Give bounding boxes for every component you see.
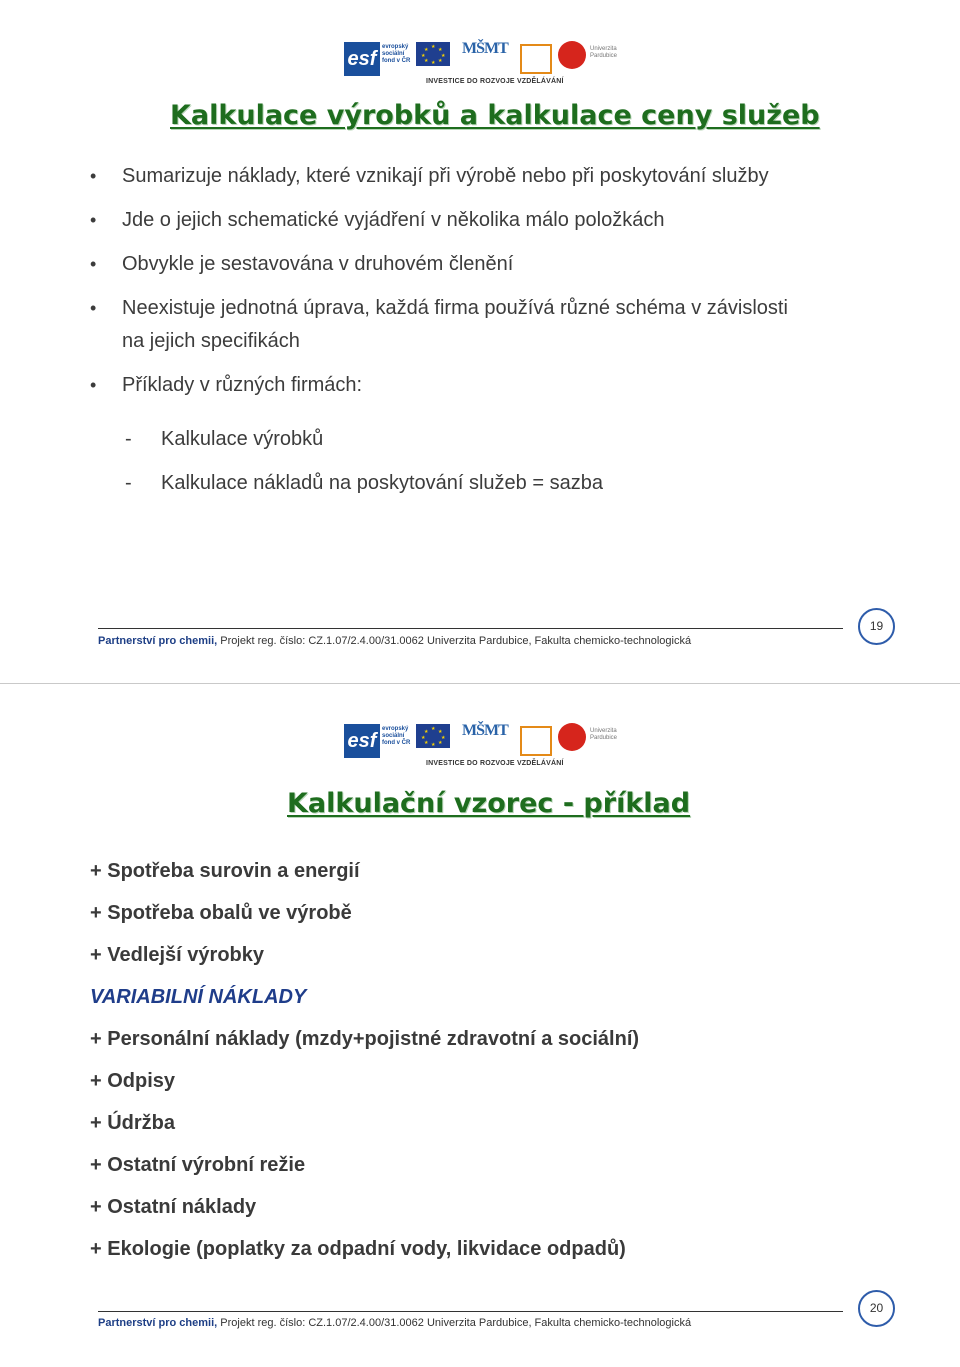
op-vk-logo [520, 726, 552, 756]
slide-20 [0, 684, 960, 1367]
slide-title: Kalkulace výrobků a kalkulace ceny služeb [170, 100, 820, 131]
bullet-icon: • [90, 166, 97, 186]
bullet-item: • Sumarizuje náklady, které vznikají při výrobě nebo při poskytování služby [90, 165, 769, 187]
cost-formula-list [90, 854, 639, 1274]
formula-line: + Ostatní náklady [90, 1196, 257, 1218]
formula-line: + Odpisy [90, 1070, 176, 1092]
bullet-icon: • [90, 298, 97, 318]
footer-rule [98, 1311, 843, 1312]
esf-logo-text: evropský sociální fond v ČR [382, 44, 411, 64]
bullet-icon: • [90, 254, 97, 274]
formula-line: + Vedlejší výrobky [90, 944, 264, 966]
bullet-icon: • [90, 375, 97, 395]
page-number-badge: 20 [858, 1290, 895, 1327]
footer-text: Partnerství pro chemii, Projekt reg. číslo: CZ.1.07/2.4.00/31.0062 Univerzita Pardubice, Fakulta chemicko-technologická [98, 1317, 692, 1329]
formula-line: + Ekologie (poplatky za odpadní vody, likvidace odpadů) [90, 1238, 626, 1260]
formula-line: + Personální náklady (mzdy+pojistné zdravotní a sociální) [90, 1028, 640, 1050]
sub-item: - Kalkulace nákladů na poskytování služeb = sazba [125, 472, 603, 494]
esf-logo-text: evropský sociální fond v ČR [382, 726, 411, 746]
esf-logo: esf [344, 42, 380, 76]
formula-line: + Spotřeba surovin a energií [90, 860, 360, 882]
upa-logo-text: Univerzita Pardubice [590, 728, 618, 741]
msmt-logo: MŠMT [462, 40, 508, 57]
bullet-item: • Neexistuje jednotná úprava, každá firma používá různé schéma v závislosti [90, 297, 788, 319]
logo-strip [344, 722, 616, 772]
bullet-item: • Příklady v různých firmách: [90, 374, 363, 396]
msmt-logo: MŠMT [462, 722, 508, 739]
eu-flag-icon: ★ ★ ★ ★ ★ ★ ★ ★ [416, 42, 450, 66]
formula-line: + Ostatní výrobní režie [90, 1154, 306, 1176]
logo-strip [344, 40, 616, 90]
op-vk-logo [520, 44, 552, 74]
upa-logo-icon [558, 41, 586, 69]
bullet-icon: • [90, 210, 97, 230]
footer-rule [98, 628, 843, 629]
eu-flag-icon: ★ ★ ★ ★ ★ ★ ★ ★ [416, 724, 450, 748]
slide-19 [0, 0, 960, 683]
upa-logo-icon [558, 723, 586, 751]
bullet-item: • Obvykle je sestavována v druhovém členění [90, 253, 514, 275]
invest-tagline: INVESTICE DO ROZVOJE VZDĚLÁVÁNÍ [426, 760, 564, 767]
bullet-item-continuation: na jejich specifikách [122, 330, 300, 352]
esf-logo: esf [344, 724, 380, 758]
footer-text: Partnerství pro chemii, Projekt reg. číslo: CZ.1.07/2.4.00/31.0062 Univerzita Pardubice, Fakulta chemicko-technologická [98, 635, 692, 647]
formula-line: + Údržba [90, 1112, 176, 1134]
sub-item: - Kalkulace výrobků [125, 428, 324, 450]
bullet-item: • Jde o jejich schematické vyjádření v několika málo položkách [90, 209, 665, 231]
bullet-list [90, 164, 890, 417]
invest-tagline: INVESTICE DO ROZVOJE VZDĚLÁVÁNÍ [426, 78, 564, 85]
slide-title: Kalkulační vzorec - příklad [287, 788, 691, 819]
formula-line: + Spotřeba obalů ve výrobě [90, 902, 352, 924]
formula-subtotal: VARIABILNÍ NÁKLADY [90, 986, 307, 1008]
upa-logo-text: Univerzita Pardubice [590, 46, 618, 59]
page-number-badge: 19 [858, 608, 895, 645]
